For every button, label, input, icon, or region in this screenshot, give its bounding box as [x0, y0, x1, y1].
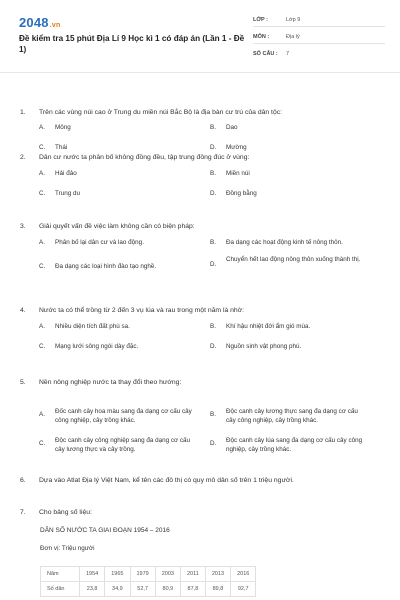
- logo-tld: .vn: [49, 22, 61, 29]
- option-d[interactable]: [210, 189, 366, 198]
- page-title: Đề kiểm tra 15 phút Địa Lí 9 Học kì 1 có đáp án (Lần 1 - Đề 1): [19, 34, 245, 54]
- option-text: Trung du: [55, 190, 80, 197]
- option-text: Khí hậu nhiệt đới ẩm gió mùa.: [226, 323, 311, 330]
- option-text: Phân bố lại dân cư và lao động.: [55, 239, 144, 246]
- meta-row-subject: [253, 30, 385, 44]
- option-letter: D.: [210, 343, 217, 350]
- question-number: 6.: [20, 477, 26, 484]
- option-text: Mông: [55, 124, 71, 131]
- option-text: Đa dạng các loại hình đào tạo nghề.: [55, 263, 157, 270]
- option-letter: A.: [39, 323, 45, 330]
- option-text: Độc canh cây lương thực sang đa dạng cơ cấu cây công nghiệp, cây trồng khác.: [226, 408, 358, 424]
- table-cell: 89,8: [205, 582, 230, 597]
- option-b[interactable]: [210, 123, 366, 132]
- question-7: [20, 508, 380, 517]
- question-number: 5.: [20, 379, 26, 386]
- option-letter: D.: [210, 440, 217, 447]
- option-letter: B.: [210, 170, 216, 177]
- question-2: [20, 153, 380, 208]
- option-letter: D.: [210, 261, 217, 268]
- table-cell: 2011: [181, 567, 206, 582]
- question-3: [20, 222, 380, 289]
- option-letter: B.: [210, 323, 216, 330]
- option-b[interactable]: [210, 322, 366, 331]
- header: [0, 0, 400, 73]
- option-a[interactable]: [39, 238, 195, 247]
- option-a[interactable]: [39, 169, 195, 178]
- option-text: Độc canh cây công nghiệp sang đa dạng cơ cấu cây lương thực và cây trồng.: [55, 437, 191, 453]
- option-a[interactable]: [39, 407, 195, 425]
- question-number: 4.: [20, 307, 26, 314]
- option-letter: A.: [39, 170, 45, 177]
- table-unit: Đơn vị: Triệu người: [40, 545, 95, 552]
- table-cell: 2016: [231, 567, 256, 582]
- option-d[interactable]: [210, 255, 366, 269]
- option-b[interactable]: [210, 407, 366, 425]
- meta-label: MÔN :: [253, 33, 270, 40]
- question-4: [20, 306, 380, 361]
- table-row: [41, 582, 256, 597]
- option-c[interactable]: [39, 436, 195, 454]
- question-number: 7.: [20, 509, 26, 516]
- table-cell: 34,9: [105, 582, 130, 597]
- meta-value: Địa lý: [286, 33, 300, 40]
- option-c[interactable]: [39, 189, 195, 198]
- question-number: 2.: [20, 154, 26, 161]
- option-text: Dao: [226, 124, 238, 131]
- option-text: Nhiều diện tích đất phù sa.: [55, 323, 130, 330]
- meta-row-class: [253, 13, 385, 27]
- table-cell: 23,8: [80, 582, 105, 597]
- question-5: [20, 378, 380, 453]
- option-b[interactable]: [210, 169, 366, 178]
- question-text: Dân cư nước ta phân bố không đồng đều, tập trung đông đúc ở vùng:: [39, 154, 250, 161]
- option-letter: B.: [210, 411, 216, 418]
- option-c[interactable]: [39, 143, 195, 152]
- question-text: Nước ta có thể trồng từ 2 đến 3 vụ lúa và rau trong một năm là nhờ:: [39, 307, 245, 314]
- meta-label: SỐ CÂU :: [253, 50, 278, 57]
- option-text: Nguồn sinh vật phong phú.: [226, 343, 302, 350]
- table-cell: 87,8: [181, 582, 206, 597]
- site-logo[interactable]: [19, 15, 60, 30]
- option-a[interactable]: [39, 322, 195, 331]
- table-cell: 2013: [205, 567, 230, 582]
- population-table: [40, 566, 256, 597]
- option-d[interactable]: [210, 342, 366, 351]
- option-text: Đốc canh cây hoa màu sang đa dạng cơ cấu cây công nghiệp, cây trồng khác.: [55, 408, 192, 424]
- table-title: DÂN SỐ NƯỚC TA GIAI ĐOẠN 1954 – 2016: [40, 527, 170, 534]
- option-c[interactable]: [39, 262, 195, 271]
- table-cell: 80,9: [155, 582, 180, 597]
- option-letter: D.: [210, 144, 217, 151]
- option-text: Chuyển hết lao động nông thôn xuống thành thị.: [226, 256, 361, 263]
- question-number: 3.: [20, 223, 26, 230]
- table-cell: 2003: [155, 567, 180, 582]
- question-number: 1.: [20, 109, 26, 116]
- option-d[interactable]: [210, 436, 366, 454]
- option-letter: C.: [39, 263, 46, 270]
- question-text: Nền nông nghiệp nước ta thay đổi theo hướng:: [39, 379, 182, 386]
- option-text: Miền núi: [226, 170, 250, 177]
- option-text: Đa dạng các hoạt động kinh tế nông thôn.: [226, 239, 343, 246]
- meta-label: LỚP :: [253, 16, 268, 23]
- meta-value: 7: [286, 50, 290, 57]
- question-6: [20, 476, 380, 485]
- option-text: Đồng bằng: [226, 190, 257, 197]
- option-letter: D.: [210, 190, 217, 197]
- option-letter: A.: [39, 124, 45, 131]
- question-text: Cho bảng số liệu:: [39, 509, 92, 516]
- option-letter: C.: [39, 343, 46, 350]
- option-text: Hải đảo: [55, 170, 77, 177]
- option-letter: B.: [210, 124, 216, 131]
- option-text: Mạng lưới sông ngòi dày đặc.: [55, 343, 139, 350]
- question-text: Dựa vào Atlat Địa lý Việt Nam, kể tên các đô thị có quy mô dân số trên 1 triệu người.: [39, 477, 294, 484]
- question-text: Trên các vùng núi cao ở Trung du miền núi Bắc Bộ là địa bàn cư trú của dân tộc:: [39, 109, 283, 116]
- meta-value: Lớp 9: [286, 16, 301, 23]
- logo-main: 2048: [19, 15, 49, 30]
- table-cell: 92,7: [231, 582, 256, 597]
- option-letter: C.: [39, 440, 46, 447]
- table-cell: 1979: [130, 567, 155, 582]
- option-letter: C.: [39, 144, 46, 151]
- option-a[interactable]: [39, 123, 195, 132]
- table-row: [41, 567, 256, 582]
- option-text: Độc canh cây lúa sang đa dạng cơ cấu cây công nghiệp, cây trồng khác.: [226, 437, 363, 453]
- option-letter: A.: [39, 239, 45, 246]
- option-c[interactable]: [39, 342, 195, 351]
- question-text: Giải quyết vấn đề việc làm không cần có biện pháp:: [39, 223, 195, 230]
- meta-panel: [253, 13, 385, 63]
- option-text: Thái: [55, 144, 68, 151]
- table-cell: 1954: [80, 567, 105, 582]
- table-cell: 1965: [105, 567, 130, 582]
- option-b[interactable]: [210, 238, 366, 247]
- table-cell: Năm: [41, 567, 80, 582]
- option-d[interactable]: [210, 143, 366, 152]
- table-cell: 52,7: [130, 582, 155, 597]
- option-text: Mường: [226, 144, 247, 151]
- option-letter: B.: [210, 239, 216, 246]
- option-letter: C.: [39, 190, 46, 197]
- meta-row-count: [253, 47, 385, 60]
- option-letter: A.: [39, 411, 45, 418]
- table-cell: Số dân: [41, 582, 80, 597]
